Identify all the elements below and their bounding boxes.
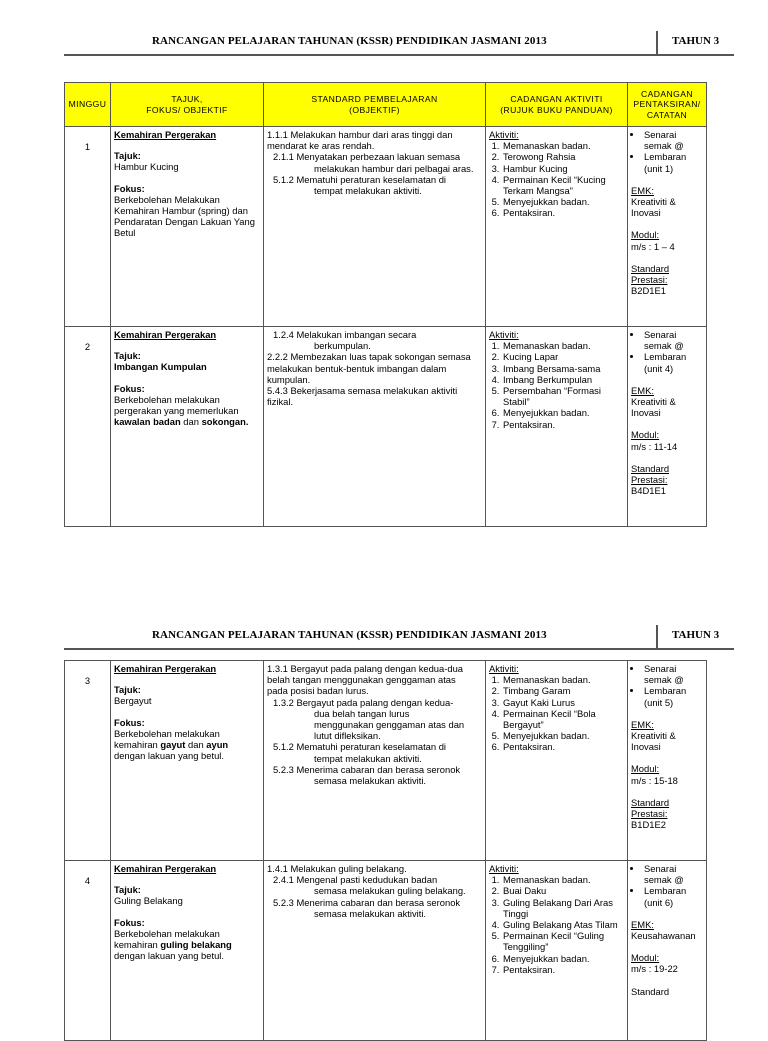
aktiviti-label: Aktiviti:: [489, 863, 519, 874]
fokus-value: Berkebolehan Melakukan Kemahiran Hambur (spring) dan Pendaratan Dengan Lakuan Yang Betul: [114, 193, 255, 239]
activity-list: [489, 874, 624, 975]
activity-cell: [486, 327, 628, 527]
prestasi-value: B2D1E1: [631, 285, 666, 297]
col-header-pentaksiran: CADANGAN PENTAKSIRAN/ CATATAN: [628, 83, 707, 127]
aktiviti-label: Aktiviti:: [489, 329, 519, 340]
fokus-label: Fokus:: [114, 716, 145, 728]
assessment-cell: [628, 127, 707, 327]
standard-item: 2.2.2 Membezakan luas tapak sokongan semasa melakukan bentuk-bentuk imbangan dalam kumpulan.: [267, 351, 471, 385]
standard-item: 1.2.4 Melakukan imbangan secara: [273, 329, 417, 340]
standard-item: 2.4.1 Mengenal pasti kedudukan badan: [273, 874, 438, 886]
header-divider: [656, 625, 658, 648]
fokus-label: Fokus:: [114, 916, 145, 928]
table-header-row: [65, 83, 707, 127]
page-header-2: [64, 628, 734, 650]
emk-value: Keusahawanan: [631, 930, 696, 942]
standard-item: dua belah tangan lurus: [314, 707, 410, 719]
list-item: • Lembaran (unit 1): [643, 151, 703, 173]
lesson-plan-table-1: [64, 82, 707, 527]
prestasi-value: B1D1E2: [631, 819, 666, 831]
page-header-1: [64, 34, 734, 56]
prestasi-label-partial: Standard: [631, 985, 670, 997]
assessment-list: [631, 863, 703, 908]
assessment-list: [631, 129, 703, 174]
list-item: 5. Menyejukkan badan.: [502, 196, 624, 207]
standard-cell: [264, 327, 486, 527]
modul-value: m/s : 11-14: [631, 440, 678, 452]
list-item: 2. Buai Daku: [502, 885, 624, 896]
list-item: 2. Timbang Garam: [502, 685, 624, 696]
list-item: 6. Pentaksiran.: [502, 207, 624, 218]
standard-item: menggunakan genggaman atas dan lutut difleksikan.: [314, 719, 465, 742]
standard-item: 5.2.3 Menerima cabaran dan berasa seronok: [273, 763, 461, 775]
activity-cell: [486, 661, 628, 861]
emk-label: EMK:: [631, 184, 654, 196]
list-item: 7. Pentaksiran.: [502, 964, 624, 975]
list-item: 1. Memanaskan badan.: [502, 140, 624, 151]
list-item: 6. Pentaksiran.: [502, 741, 624, 752]
modul-label: Modul:: [631, 229, 660, 241]
activity-cell: [486, 127, 628, 327]
list-item: 4. Imbang Berkumpulan: [502, 374, 624, 385]
list-item: 5. Menyejukkan badan.: [502, 730, 624, 741]
standard-item: 5.1.2 Mematuhi peraturan keselamatan di: [273, 741, 447, 753]
list-item: 4. Guling Belakang Atas Tilam: [502, 919, 624, 930]
year-label: TAHUN 3: [672, 629, 720, 641]
activity-list: [489, 140, 624, 218]
document-title: RANCANGAN PELAJARAN TAHUNAN (KSSR) PENDIDIKAN JASMANI 2013: [152, 629, 547, 641]
standard-item: 2.1.1 Menyatakan perbezaan lakuan semasa: [273, 151, 461, 163]
prestasi-label: Standard Prestasi:: [631, 462, 670, 486]
assessment-cell: [628, 327, 707, 527]
standard-item: 1.4.1 Melakukan guling belakang.: [267, 863, 407, 874]
standard-item: 5.1.2 Mematuhi peraturan keselamatan di: [273, 173, 447, 185]
list-item: • Lembaran (unit 6): [643, 885, 703, 907]
assessment-cell: [628, 861, 707, 1041]
list-item: 5. Permainan Kecil “Guling Tenggiling”: [502, 930, 624, 952]
modul-label: Modul:: [631, 952, 660, 964]
col-header-standard: STANDARD PEMBELAJARAN (OBJEKTIF): [264, 83, 486, 127]
skill-heading: Kemahiran Pergerakan: [114, 329, 217, 340]
table-row: [65, 861, 707, 1041]
standard-item: melakukan hambur dari pelbagai aras.: [314, 162, 474, 174]
standard-item: 1.3.1 Bergayut pada palang dengan kedua-dua belah tangan menggunakan genggaman atas: [267, 663, 463, 686]
list-item: 5. Persembahan “Formasi Stabil”: [502, 385, 624, 407]
list-item: • Senarai semak @: [643, 329, 703, 351]
modul-label: Modul:: [631, 763, 660, 775]
emk-label: EMK:: [631, 918, 654, 930]
standard-item: 5.2.3 Menerima cabaran dan berasa seronok: [273, 896, 461, 908]
assessment-list: [631, 329, 703, 374]
standard-item: tempat melakukan aktiviti.: [314, 752, 422, 764]
emk-value: Kreativiti & Inovasi: [631, 196, 676, 219]
modul-label: Modul:: [631, 429, 660, 441]
list-item: • Senarai semak @: [643, 863, 703, 885]
modul-value: m/s : 15-18: [631, 774, 678, 786]
tajuk-value: Hambur Kucing: [114, 161, 179, 173]
skill-heading: Kemahiran Pergerakan: [114, 863, 217, 874]
standard-cell: [264, 127, 486, 327]
tajuk-label: Tajuk:: [114, 684, 141, 696]
list-item: 3. Gayut Kaki Lurus: [502, 697, 624, 708]
list-item: 3. Guling Belakang Dari Aras Tinggi: [502, 897, 624, 919]
list-item: 1. Memanaskan badan.: [502, 340, 624, 351]
standard-item: semasa melakukan guling belakang.: [314, 885, 466, 897]
assessment-cell: [628, 661, 707, 861]
week-number: 3: [65, 661, 111, 861]
table-row: [65, 327, 707, 527]
aktiviti-label: Aktiviti:: [489, 129, 519, 140]
standard-item: semasa melakukan aktiviti.: [314, 775, 427, 787]
year-label: TAHUN 3: [672, 35, 720, 47]
list-item: 7. Pentaksiran.: [502, 419, 624, 430]
document-title: RANCANGAN PELAJARAN TAHUNAN (KSSR) PENDIDIKAN JASMANI 2013: [152, 35, 547, 47]
list-item: 2. Terowong Rahsia: [502, 151, 624, 162]
topic-cell: [111, 327, 264, 527]
standard-item: pada posisi badan lurus.: [267, 685, 369, 697]
activity-cell: [486, 861, 628, 1041]
standard-cell: [264, 661, 486, 861]
table-row: [65, 661, 707, 861]
topic-cell: [111, 861, 264, 1041]
week-number: 2: [65, 327, 111, 527]
topic-cell: [111, 661, 264, 861]
list-item: 1. Memanaskan badan.: [502, 674, 624, 685]
modul-value: m/s : 1 – 4: [631, 240, 675, 252]
list-item: 3. Hambur Kucing: [502, 163, 624, 174]
list-item: 6. Menyejukkan badan.: [502, 953, 624, 964]
standard-item: semasa melakukan aktiviti.: [314, 907, 427, 919]
modul-value: m/s : 19-22: [631, 963, 678, 975]
fokus-value: Berkebolehan melakukan kemahiran gayut dan ayun dengan lakuan yang betul.: [114, 727, 229, 762]
col-header-tajuk: TAJUK, FOKUS/ OBJEKTIF: [111, 83, 264, 127]
tajuk-value: Imbangan Kumpulan: [114, 361, 207, 373]
list-item: 6. Menyejukkan badan.: [502, 407, 624, 418]
header-divider: [656, 31, 658, 54]
standard-item: 1.3.2 Bergayut pada palang dengan kedua-: [273, 696, 454, 708]
emk-label: EMK:: [631, 384, 654, 396]
list-item: 3. Imbang Bersama-sama: [502, 363, 624, 374]
prestasi-label: Standard Prestasi:: [631, 796, 670, 820]
fokus-value: Berkebolehan melakukan pergerakan yang memerlukan kawalan badan dan sokongan.: [114, 393, 249, 428]
emk-value: Kreativiti & Inovasi: [631, 730, 676, 753]
skill-heading: Kemahiran Pergerakan: [114, 663, 217, 674]
col-header-aktiviti: CADANGAN AKTIVITI (RUJUK BUKU PANDUAN): [486, 83, 628, 127]
col-header-minggu: MINGGU: [65, 83, 111, 127]
week-number: 4: [65, 861, 111, 1041]
aktiviti-label: Aktiviti:: [489, 663, 519, 674]
activity-list: [489, 674, 624, 752]
fokus-value: Berkebolehan melakukan kemahiran guling belakang dengan lakuan yang betul.: [114, 927, 232, 962]
lesson-plan-table-2: [64, 660, 707, 1041]
tajuk-value: Guling Belakang: [114, 895, 183, 907]
emk-label: EMK:: [631, 718, 654, 730]
emk-value: Kreativiti & Inovasi: [631, 396, 676, 419]
prestasi-label: Standard Prestasi:: [631, 262, 670, 286]
activity-list: [489, 340, 624, 430]
list-item: 4. Permainan Kecil “Bola Bergayut”: [502, 708, 624, 730]
standard-item: tempat melakukan aktiviti.: [314, 185, 422, 197]
standard-item: 5.4.3 Bekerjasama semasa melakukan aktiviti fizikal.: [267, 385, 458, 408]
list-item: 4. Permainan Kecil “Kucing Terkam Mangsa”: [502, 174, 624, 196]
fokus-label: Fokus:: [114, 382, 145, 394]
tajuk-label: Tajuk:: [114, 350, 141, 362]
topic-cell: [111, 127, 264, 327]
standard-item: berkumpulan.: [314, 340, 371, 352]
assessment-list: [631, 663, 703, 708]
list-item: • Senarai semak @: [643, 129, 703, 151]
tajuk-label: Tajuk:: [114, 884, 141, 896]
skill-heading: Kemahiran Pergerakan: [114, 129, 217, 140]
week-number: 1: [65, 127, 111, 327]
tajuk-label: Tajuk:: [114, 150, 141, 162]
standard-item: 1.1.1 Melakukan hambur dari aras tinggi dan mendarat ke aras rendah.: [267, 129, 453, 152]
list-item: • Lembaran (unit 4): [643, 351, 703, 373]
list-item: 1. Memanaskan badan.: [502, 874, 624, 885]
table-row: [65, 127, 707, 327]
fokus-label: Fokus:: [114, 182, 145, 194]
standard-cell: [264, 861, 486, 1041]
list-item: • Senarai semak @: [643, 663, 703, 685]
prestasi-value: B4D1E1: [631, 485, 666, 497]
list-item: 2. Kucing Lapar: [502, 351, 624, 362]
list-item: • Lembaran (unit 5): [643, 685, 703, 707]
tajuk-value: Bergayut: [114, 695, 152, 707]
